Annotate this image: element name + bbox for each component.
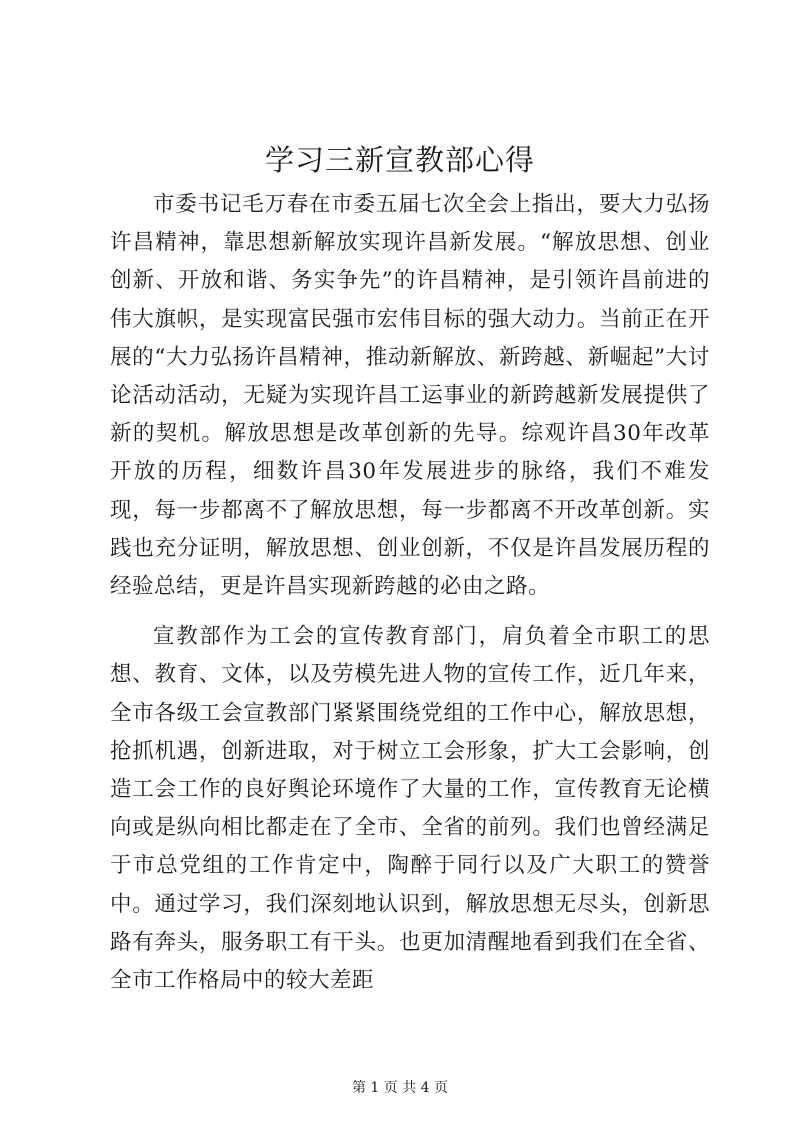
paragraph-1: 市委书记毛万春在市委五届七次全会上指出，要大力弘扬许昌精神，靠思想新解放实现许昌新发展。“解放思想、创业创新、开放和谐、务实争先”的许昌精神，是引领许昌前进的伟大旗帜，是实现富民强市宏伟目标的强大动力。当前正在开展的“大力弘扬许昌精神，推动新解放、新跨越、新崛起”大讨论活动活动，无疑为实现许昌工运事业的新跨越新发展提供了新的契机。解放思想是改革创新的先导。综观许昌30年改革开放的历程，细数许昌30年发展进步的脉络，我们不难发现，每一步都离不了解放思想，每一步都离不开改革创新。实践也充分证明，解放思想、创业创新，不仅是许昌发展历程的经验总结，更是许昌实现新跨越的必由之路。 — [110, 192, 710, 600]
document-title: 学习三新宣教部心得 — [264, 143, 535, 177]
page-footer: 第 1 页 共 4 页 — [351, 1080, 449, 1096]
document-body — [110, 186, 710, 1000]
paragraph-2: 宣教部作为工会的宣传教育部门，肩负着全市职工的思想、教育、文体，以及劳模先进人物的宣传工作，近几年来，全市各级工会宣教部门紧紧围绕党组的工作中心，解放思想，抢抓机遇，创新进取，对于树立工会形象，扩大工会影响，创造工会工作的良好舆论环境作了大量的工作，宣传教育无论横向或是纵向相比都走在了全市、全省的前列。我们也曾经满足于市总党组的工作肯定中，陶醉于同行以及广大职工的赞誉中。通过学习，我们深刻地认识到，解放思想无尽头，创新思路有奔头，服务职工有干头。也更加清醒地看到我们在全省、全市工作格局中的较大差距 — [110, 624, 710, 994]
